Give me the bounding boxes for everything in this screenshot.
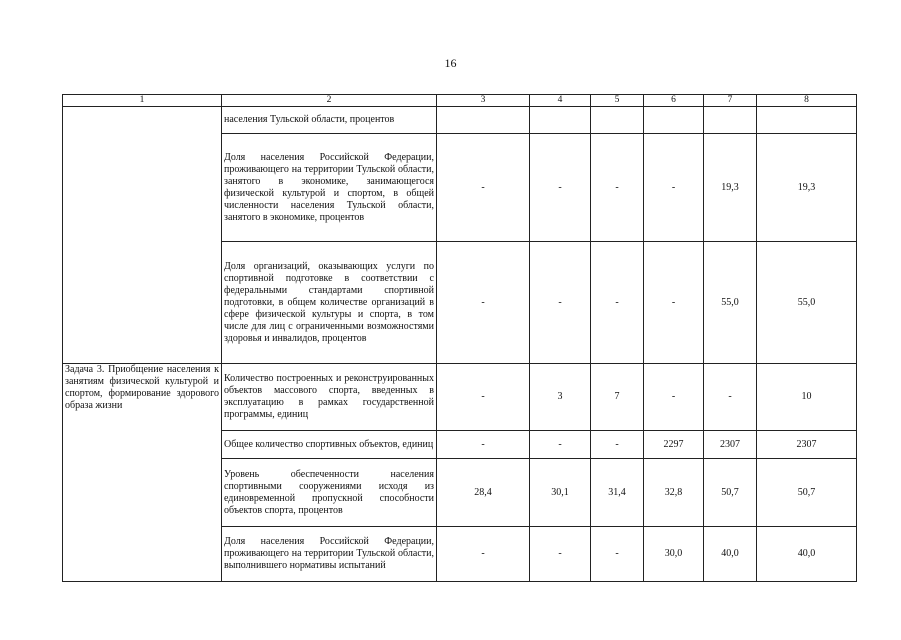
value-cell <box>530 107 591 134</box>
value-cell: 40,0 <box>704 527 757 582</box>
value-cell: 50,7 <box>757 459 857 527</box>
header-cell-1: 1 <box>63 95 222 107</box>
value-cell: - <box>591 527 644 582</box>
indicator-cell: Общее количество спортивных объектов, единиц <box>222 431 437 459</box>
value-cell: - <box>644 364 704 431</box>
value-cell <box>591 107 644 134</box>
value-cell: - <box>530 134 591 242</box>
task-cell-blank <box>63 107 222 364</box>
indicator-cell: Доля организаций, оказывающих услуги по спортивной подготовке в соответствии с федеральными стандартами спортивной подготовки, в общем количестве организаций в сфере физической культуры и спорта, в том числе для лиц с ограниченными возможностями здоровья и инвалидов, процентов <box>222 242 437 364</box>
indicator-cell: Уровень обеспеченности населения спортивными сооружениями исходя из единовременной пропускной способности объектов спорта, процентов <box>222 459 437 527</box>
indicator-cell: Количество построенных и реконструированных объектов массового спорта, введенных в эксплуатацию в рамках государственной программы, единиц <box>222 364 437 431</box>
value-cell: 28,4 <box>437 459 530 527</box>
value-cell: - <box>591 431 644 459</box>
value-cell: 31,4 <box>591 459 644 527</box>
value-cell: - <box>437 527 530 582</box>
value-cell: 55,0 <box>704 242 757 364</box>
header-cell-6: 6 <box>644 95 704 107</box>
value-cell: 55,0 <box>757 242 857 364</box>
value-cell: - <box>704 364 757 431</box>
value-cell: 19,3 <box>757 134 857 242</box>
header-cell-5: 5 <box>591 95 644 107</box>
value-cell: - <box>437 242 530 364</box>
value-cell: - <box>437 431 530 459</box>
value-cell: - <box>591 242 644 364</box>
indicator-cell: Доля населения Российской Федерации, проживающего на территории Тульской области, занятого в экономике, занимающегося физической культурой и спортом, в общей численности населения Тульской области, занятого в экономике, процентов <box>222 134 437 242</box>
page-number: 16 <box>444 56 457 70</box>
header-cell-2: 2 <box>222 95 437 107</box>
value-cell: 50,7 <box>704 459 757 527</box>
indicator-cell: населения Тульской области, процентов <box>222 107 437 134</box>
value-cell: 32,8 <box>644 459 704 527</box>
value-cell: 19,3 <box>704 134 757 242</box>
header-cell-8: 8 <box>757 95 857 107</box>
header-cell-3: 3 <box>437 95 530 107</box>
header-cell-7: 7 <box>704 95 757 107</box>
value-cell: - <box>644 134 704 242</box>
indicator-cell: Доля населения Российской Федерации, проживающего на территории Тульской области, выполнившего нормативы испытаний <box>222 527 437 582</box>
value-cell <box>757 107 857 134</box>
value-cell: 2297 <box>644 431 704 459</box>
value-cell: 10 <box>757 364 857 431</box>
value-cell: 3 <box>530 364 591 431</box>
value-cell: 30,1 <box>530 459 591 527</box>
value-cell <box>644 107 704 134</box>
value-cell: - <box>530 242 591 364</box>
table-row <box>63 364 857 431</box>
value-cell: - <box>644 242 704 364</box>
value-cell <box>704 107 757 134</box>
header-cell-4: 4 <box>530 95 591 107</box>
task-cell: Задача 3. Приобщение населения к занятиям физической культурой и спортом, формирование здорового образа жизни <box>63 364 222 582</box>
value-cell: 7 <box>591 364 644 431</box>
value-cell: - <box>437 134 530 242</box>
indicators-table <box>62 94 857 582</box>
table-row <box>63 107 857 134</box>
value-cell: - <box>591 134 644 242</box>
value-cell: 2307 <box>757 431 857 459</box>
table-header-row <box>63 95 857 107</box>
value-cell: - <box>437 364 530 431</box>
value-cell <box>437 107 530 134</box>
value-cell: 2307 <box>704 431 757 459</box>
value-cell: - <box>530 527 591 582</box>
value-cell: 30,0 <box>644 527 704 582</box>
value-cell: 40,0 <box>757 527 857 582</box>
value-cell: - <box>530 431 591 459</box>
